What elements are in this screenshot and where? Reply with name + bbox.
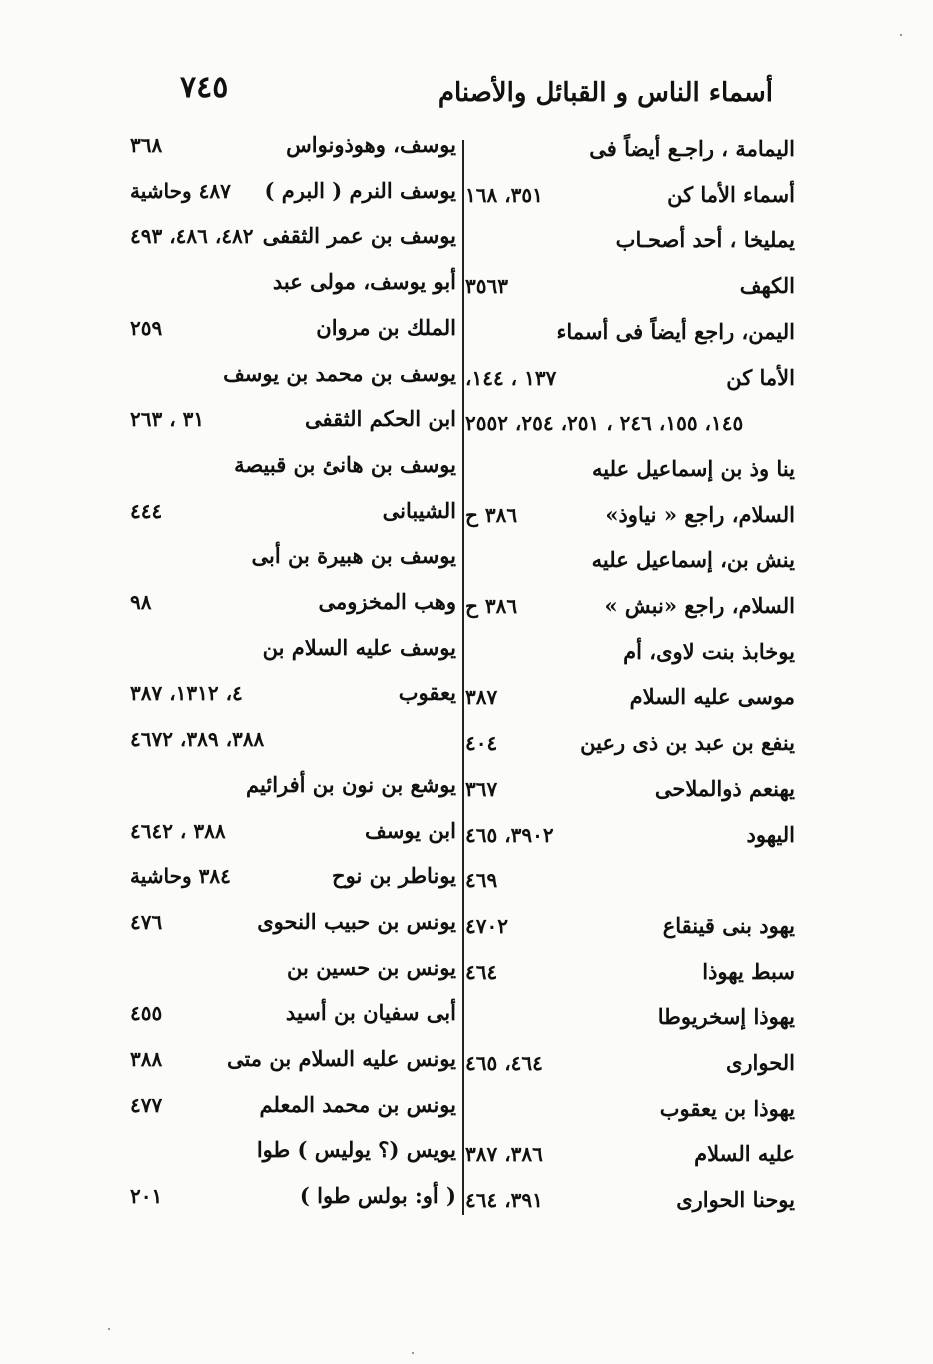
- entry-page-refs: ٢٠١: [130, 1184, 163, 1209]
- entry-term: يعقوب: [398, 680, 456, 706]
- index-entry: [465, 1044, 795, 1082]
- entry-page-refs: ٤٥٥: [130, 1001, 163, 1026]
- entry-term: يويس (؟ يوليس ) طوا: [256, 1137, 456, 1163]
- entry-page-refs: ٣٨٦، ٣٨٧: [465, 1142, 543, 1167]
- index-entry: [130, 355, 456, 393]
- index-entry: [465, 1181, 795, 1219]
- entry-term: يوسف بن عمر الثقفى: [262, 223, 456, 249]
- running-title: أسماء الناس و القبائل والأصنام: [437, 78, 773, 108]
- entry-term: ينش بن، إسماعيل عليه: [591, 547, 795, 573]
- entry-term: يوسف عليه السلام بن: [262, 634, 456, 660]
- entry-page-refs: ٤٦٤: [465, 959, 498, 984]
- entry-page-refs: ٣٨٦ ح: [465, 502, 518, 527]
- entry-page-refs: ٤٨٧ وحاشية: [130, 178, 231, 203]
- entry-page-refs: ٣٥١، ١٦٨: [465, 182, 543, 207]
- index-entry: [130, 949, 456, 987]
- entry-page-refs: ٣١ ، ٢٦٣: [130, 407, 205, 432]
- index-entry: [465, 1135, 795, 1173]
- entry-term: الشيبانى: [382, 497, 456, 523]
- entry-term: يوسف، وهوذونواس: [286, 132, 456, 157]
- entry-page-refs: ٣٨٨: [130, 1047, 163, 1071]
- index-entry: [130, 217, 456, 255]
- entry-term: يمليخا ، أحد أصحـاب: [615, 227, 795, 253]
- entry-page-refs: ٣٩٠٢، ٤٦٥: [465, 822, 554, 847]
- paper-speck: [108, 1328, 110, 1330]
- entry-term: يهود بنى قينقاع: [662, 912, 795, 938]
- entry-page-refs: ٤٠٤: [465, 731, 498, 756]
- index-entry: [465, 953, 795, 991]
- entry-page-refs: ٤٨٢، ٤٨٦، ٤٩٣: [130, 224, 254, 249]
- index-entry: [465, 267, 795, 305]
- entry-term: اليمامة ، راجـع أيضاً فى: [589, 136, 795, 161]
- entry-term: اليمن، راجع أيضاً فى أسماء: [556, 318, 795, 344]
- entry-term: الحوارى: [725, 1050, 795, 1075]
- entry-term: الكهف: [739, 273, 795, 299]
- index-entry: [130, 1040, 456, 1078]
- index-entry: [130, 1177, 456, 1215]
- paper-speck: [412, 1352, 414, 1354]
- entry-term: يونس بن حبيب النحوى: [257, 908, 456, 934]
- index-entry: [465, 313, 795, 351]
- index-entry: [465, 587, 795, 625]
- index-entry: [465, 176, 795, 214]
- entry-term: يوخابذ بنت لاوى، أم: [623, 638, 795, 664]
- entry-page-refs: ٤٧٦: [130, 909, 163, 934]
- index-entry: [130, 994, 456, 1032]
- entry-page-refs: ٤، ١٣١٢، ٣٨٧: [130, 681, 243, 706]
- entry-page-refs: ١٤٥، ١٥٥، ٢٤٦ ، ٢٥١، ٢٥٤، ٢٥٥٢: [465, 411, 744, 436]
- index-entry: [130, 812, 456, 850]
- index-entry: [465, 861, 795, 899]
- index-entry: [130, 492, 456, 530]
- index-entry: [465, 724, 795, 762]
- entry-page-refs: ٣٦٨: [130, 133, 163, 157]
- entry-page-refs: ٤٦٤، ٤٦٥: [465, 1051, 543, 1075]
- index-entry: [130, 263, 456, 301]
- entry-term: يهوذا بن يعقوب: [659, 1095, 795, 1121]
- entry-term: يهنعم ذوالملاحى: [654, 775, 795, 801]
- entry-term: يوناطر بن نوح: [332, 863, 456, 889]
- entry-term: يونس بن محمد المعلم: [259, 1091, 456, 1117]
- entry-page-refs: ٤٧٠٢: [465, 913, 508, 938]
- index-entry: [130, 400, 456, 438]
- entry-term: الملك بن مروان: [316, 314, 456, 340]
- index-entry: [465, 221, 795, 259]
- entry-term: السلام، راجع «نبش »: [604, 593, 795, 618]
- entry-page-refs: ١٣٧ ، ١٤٤،: [465, 365, 557, 390]
- paper-speck: [900, 34, 902, 36]
- entry-term: وهب المخزومى: [318, 589, 456, 614]
- entry-term: ابن يوسف: [364, 817, 456, 843]
- index-entry: [465, 130, 795, 168]
- entry-term: ابن الحكم الثقفى: [305, 406, 456, 432]
- entry-page-refs: ٣٨٨، ٣٨٩، ٤٦٧٢: [130, 727, 265, 752]
- entry-term: يوسف النرم ( البرم ): [264, 177, 456, 203]
- column-divider: [462, 140, 464, 1215]
- entry-term: يهوذا إسخريوطا: [657, 1004, 795, 1030]
- index-entry: [130, 903, 456, 941]
- entry-term: موسى عليه السلام: [629, 684, 795, 710]
- index-entry: [465, 496, 795, 534]
- index-entry: [130, 446, 456, 484]
- entry-term: يوشع بن نون بن أفرائيم: [246, 771, 456, 797]
- entry-page-refs: ٣٥٦٣: [465, 274, 508, 299]
- entry-term: أبو يوسف، مولى عبد: [272, 269, 456, 295]
- index-entry: [130, 309, 456, 347]
- entry-term: السلام، راجع « نياوذ»: [605, 501, 795, 527]
- entry-term: الأما كن: [726, 364, 795, 390]
- entry-page-refs: ٤٧٧: [130, 1092, 163, 1117]
- page-number: ٧٤٥: [180, 70, 229, 105]
- index-entry: [130, 766, 456, 804]
- entry-term: ( أو: بولس طوا ): [299, 1183, 456, 1209]
- index-entry: [130, 857, 456, 895]
- index-entry: [465, 907, 795, 945]
- entry-term: أبى سفيان بن أسيد: [285, 1000, 456, 1026]
- entry-term: اليهود: [746, 821, 795, 847]
- entry-page-refs: ٩٨: [130, 590, 152, 614]
- index-entry: [465, 633, 795, 671]
- index-entry: [130, 537, 456, 575]
- entry-term: يوسف بن محمد بن يوسف: [223, 360, 456, 386]
- index-entry: [465, 541, 795, 579]
- entry-page-refs: ٤٤٤: [130, 498, 163, 523]
- entry-term: يوسف بن هانئ بن قبيصة: [234, 451, 456, 477]
- entry-term: سبط يهوذا: [702, 958, 795, 984]
- index-entry: [465, 998, 795, 1036]
- index-entry: [130, 674, 456, 712]
- index-entry: [130, 172, 456, 210]
- index-entry: [465, 678, 795, 716]
- entry-page-refs: ٣٦٧: [465, 776, 498, 801]
- index-entry: [465, 450, 795, 488]
- entry-term: يونس بن حسين بن: [287, 954, 456, 980]
- entry-term: ينا وذ بن إسماعيل عليه: [592, 455, 795, 481]
- entry-page-refs: ٣٨٦ ح: [465, 594, 518, 618]
- entry-page-refs: ٤٦٩: [465, 868, 498, 893]
- index-entry: [130, 1131, 456, 1169]
- entry-page-refs: ٣٨٨ ، ٤٦٤٢: [130, 818, 226, 843]
- index-entry: [465, 816, 795, 854]
- entry-term: عليه السلام: [694, 1141, 795, 1167]
- index-entry: [130, 1086, 456, 1124]
- entry-page-refs: ٣٨٧: [465, 685, 498, 710]
- entry-term: أسماء الأما كن: [667, 181, 795, 207]
- entry-page-refs: ٢٥٩: [130, 315, 163, 340]
- index-entry: [130, 720, 456, 758]
- index-entry: [130, 629, 456, 667]
- index-entry: [465, 404, 795, 442]
- index-entry: [465, 359, 795, 397]
- entry-term: يونس عليه السلام بن متى: [226, 1046, 456, 1071]
- entry-term: ينفع بن عبد بن ذى رعين: [580, 730, 795, 756]
- index-entry: [130, 583, 456, 621]
- index-entry: [465, 1090, 795, 1128]
- entry-term: يوسف بن هبيرة بن أبى: [251, 543, 456, 569]
- index-entry: [130, 126, 456, 164]
- entry-term: يوحنا الحوارى: [676, 1187, 795, 1213]
- entry-page-refs: ٣٩١، ٤٦٤: [465, 1188, 543, 1213]
- entry-page-refs: ٣٨٤ وحاشية: [130, 864, 231, 889]
- index-entry: [465, 770, 795, 808]
